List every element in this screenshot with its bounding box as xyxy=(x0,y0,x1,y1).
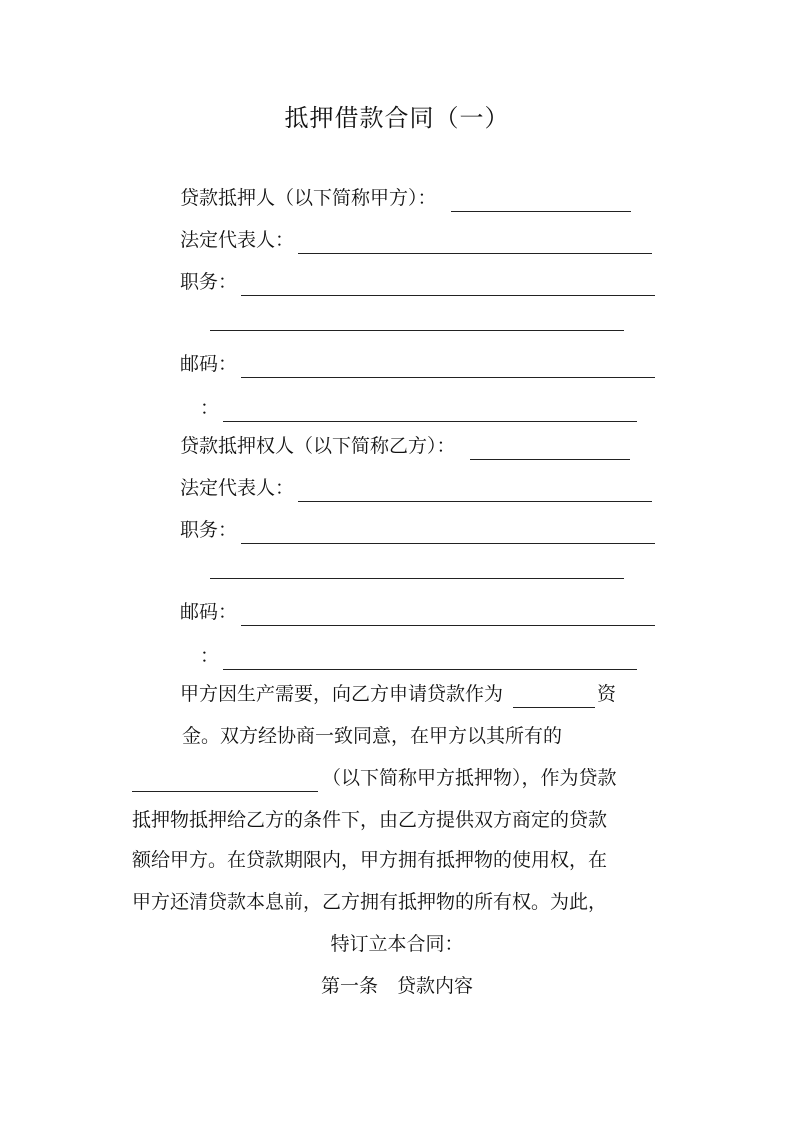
party-a-zip-line xyxy=(180,350,655,378)
body-line-6: 甲方还清贷款本息前，乙方拥有抵押物的所有权。为此， xyxy=(132,891,608,913)
loan-purpose-blank xyxy=(513,687,595,708)
body-line-2: 金。双方经协商一致同意，在甲方以其所有的 xyxy=(182,725,563,747)
body-line-3-text: （以下简称甲方抵押物），作为贷款 xyxy=(322,767,617,789)
party-a-position-line xyxy=(180,268,655,296)
collateral-blank xyxy=(132,771,318,792)
article-1-heading: 第一条 贷款内容 xyxy=(320,975,473,997)
body-line-3 xyxy=(132,764,617,792)
party-a-phone-line xyxy=(200,394,637,422)
party-b-zip-label: 邮码： xyxy=(180,601,238,623)
party-b-position-blank xyxy=(241,523,655,544)
party-b-position-line xyxy=(180,516,655,544)
party-a-position-label: 职务： xyxy=(180,271,238,293)
party-a-phone-blank xyxy=(223,401,637,422)
body-line-1-end: 资 xyxy=(597,683,617,705)
party-b-rep-blank xyxy=(298,481,652,502)
party-a-rep-label: 法定代表人： xyxy=(180,229,295,251)
party-b-position-label: 职务： xyxy=(180,519,238,541)
party-a-position-blank xyxy=(241,275,655,296)
party-a-rep-line xyxy=(180,226,652,254)
party-a-colon: ： xyxy=(200,397,220,419)
party-a-zip-blank xyxy=(241,357,655,378)
party-a-address-line xyxy=(210,310,624,331)
party-b-blank xyxy=(470,439,630,460)
party-b-phone-line xyxy=(200,642,637,670)
party-a-line xyxy=(180,184,631,212)
party-a-blank xyxy=(451,191,631,212)
party-b-zip-blank xyxy=(241,605,655,626)
page-title: 抵押借款合同（一） xyxy=(284,104,510,132)
party-a-label: 贷款抵押人（以下简称甲方）： xyxy=(180,187,437,209)
party-b-address-line xyxy=(210,558,624,579)
party-b-rep-label: 法定代表人： xyxy=(180,477,295,499)
party-b-label: 贷款抵押权人（以下简称乙方）： xyxy=(180,435,456,457)
party-a-zip-label: 邮码： xyxy=(180,353,238,375)
body-line-1 xyxy=(180,680,616,708)
party-b-address-blank xyxy=(210,558,624,579)
party-b-phone-blank xyxy=(223,649,637,670)
body-line-7: 特订立本合同： xyxy=(330,933,464,955)
body-line-1-text: 甲方因生产需要，向乙方申请贷款作为 xyxy=(180,683,504,705)
party-b-line xyxy=(180,432,630,460)
party-a-address-blank xyxy=(210,310,624,331)
party-a-rep-blank xyxy=(298,233,652,254)
party-b-rep-line xyxy=(180,474,652,502)
party-b-zip-line xyxy=(180,598,655,626)
body-line-4: 抵押物抵押给乙方的条件下，由乙方提供双方商定的贷款 xyxy=(132,809,608,831)
body-line-5: 额给甲方。在贷款期限内，甲方拥有抵押物的使用权，在 xyxy=(132,849,608,871)
party-b-colon: ： xyxy=(200,645,220,667)
